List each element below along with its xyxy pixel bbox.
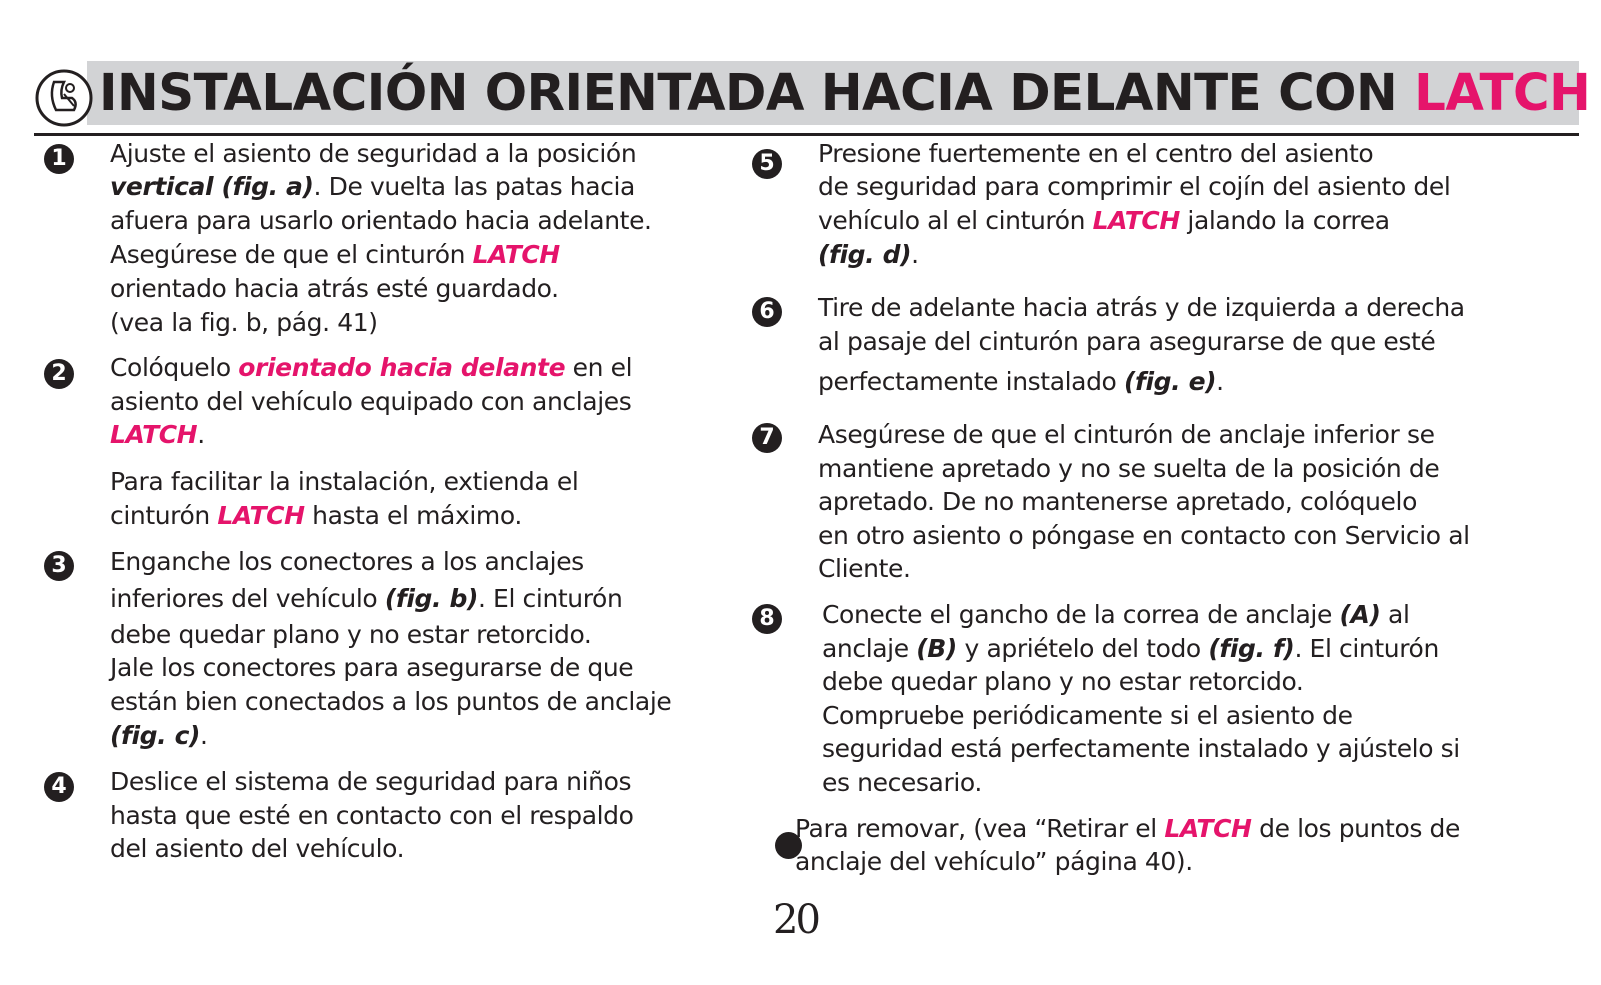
step-number-5: 5 <box>752 149 782 179</box>
step-8-line: Conecte el gancho de la correa de anclaje (A) al <box>822 600 1410 629</box>
step-2-line: Colóquelo orientado hacia delante en el <box>110 353 633 382</box>
step-2-tip-line: cinturón LATCH hasta el máximo. <box>110 501 522 530</box>
note-line: anclaje del vehículo” página 40). <box>795 847 1193 876</box>
step-number-1: 1 <box>44 144 74 174</box>
step-number-3: 3 <box>44 551 74 581</box>
step-number-6: 6 <box>752 297 782 327</box>
step-7-line: en otro asiento o póngase en contacto con Servicio al <box>818 521 1470 550</box>
page-title: INSTALACIÓN ORIENTADA HACIA DELANTE CON LATCH <box>99 64 1591 123</box>
car-seat-icon <box>34 68 94 128</box>
step-4-line: hasta que esté en contacto con el respaldo <box>110 801 634 830</box>
step-5-line: vehículo al el cinturón LATCH jalando la correa <box>818 206 1390 235</box>
note-line: Para removar, (vea “Retirar el LATCH de los puntos de <box>795 814 1460 843</box>
step-number-7: 7 <box>752 423 782 453</box>
step-8-line: anclaje (B) y apriételo del todo (fig. f). El cinturón <box>822 634 1439 663</box>
step-6-line: al pasaje del cinturón para asegurarse de que esté <box>818 327 1436 356</box>
step-2-tip-line: Para facilitar la instalación, extienda el <box>110 467 579 496</box>
step-1-line: Ajuste el asiento de seguridad a la posición <box>110 139 637 168</box>
step-5-line: (fig. d). <box>818 240 919 269</box>
step-1-line: afuera para usarlo orientado hacia adelante. <box>110 206 652 235</box>
step-3-line: (fig. c). <box>110 721 208 750</box>
step-number-2: 2 <box>44 359 74 389</box>
step-8-line: es necesario. <box>822 768 982 797</box>
step-7-line: apretado. De no mantenerse apretado, colóquelo <box>818 487 1417 516</box>
step-number-8: 8 <box>752 604 782 634</box>
step-3-line: debe quedar plano y no estar retorcido. <box>110 620 592 649</box>
step-3-line: inferiores del vehículo (fig. b). El cinturón <box>110 584 623 613</box>
step-3-line: Jale los conectores para asegurarse de que <box>110 653 634 682</box>
step-8-line: Compruebe periódicamente si el asiento de <box>822 701 1353 730</box>
step-7-line: Cliente. <box>818 554 911 583</box>
step-4-line: del asiento del vehículo. <box>110 834 405 863</box>
step-1-line: orientado hacia atrás esté guardado. <box>110 274 559 303</box>
step-1-line: Asegúrese de que el cinturón LATCH <box>110 240 560 269</box>
step-6-line: perfectamente instalado (fig. e). <box>818 367 1224 396</box>
step-5-line: de seguridad para comprimir el cojín del asiento del <box>818 172 1451 201</box>
step-1-line: (vea la fig. b, pág. 41) <box>110 308 378 337</box>
step-8-line: debe quedar plano y no estar retorcido. <box>822 667 1304 696</box>
step-2-line: asiento del vehículo equipado con anclajes <box>110 387 632 416</box>
step-3-line: Enganche los conectores a los anclajes <box>110 547 584 576</box>
step-7-line: Asegúrese de que el cinturón de anclaje inferior se <box>818 420 1435 449</box>
step-8-line: seguridad está perfectamente instalado y ajústelo si <box>822 734 1460 763</box>
step-6-line: Tire de adelante hacia atrás y de izquierda a derecha <box>818 293 1465 322</box>
step-3-line: están bien conectados a los puntos de anclaje <box>110 687 672 716</box>
step-5-line: Presione fuertemente en el centro del asiento <box>818 139 1374 168</box>
page-number: 20 <box>773 897 818 943</box>
step-4-line: Deslice el sistema de seguridad para niños <box>110 767 632 796</box>
step-7-line: mantiene apretado y no se suelta de la posición de <box>818 454 1440 483</box>
header-divider <box>34 133 1579 136</box>
step-2-line: LATCH. <box>110 420 205 449</box>
step-number-4: 4 <box>44 772 74 802</box>
step-1-line: vertical (fig. a). De vuelta las patas hacia <box>110 172 635 201</box>
